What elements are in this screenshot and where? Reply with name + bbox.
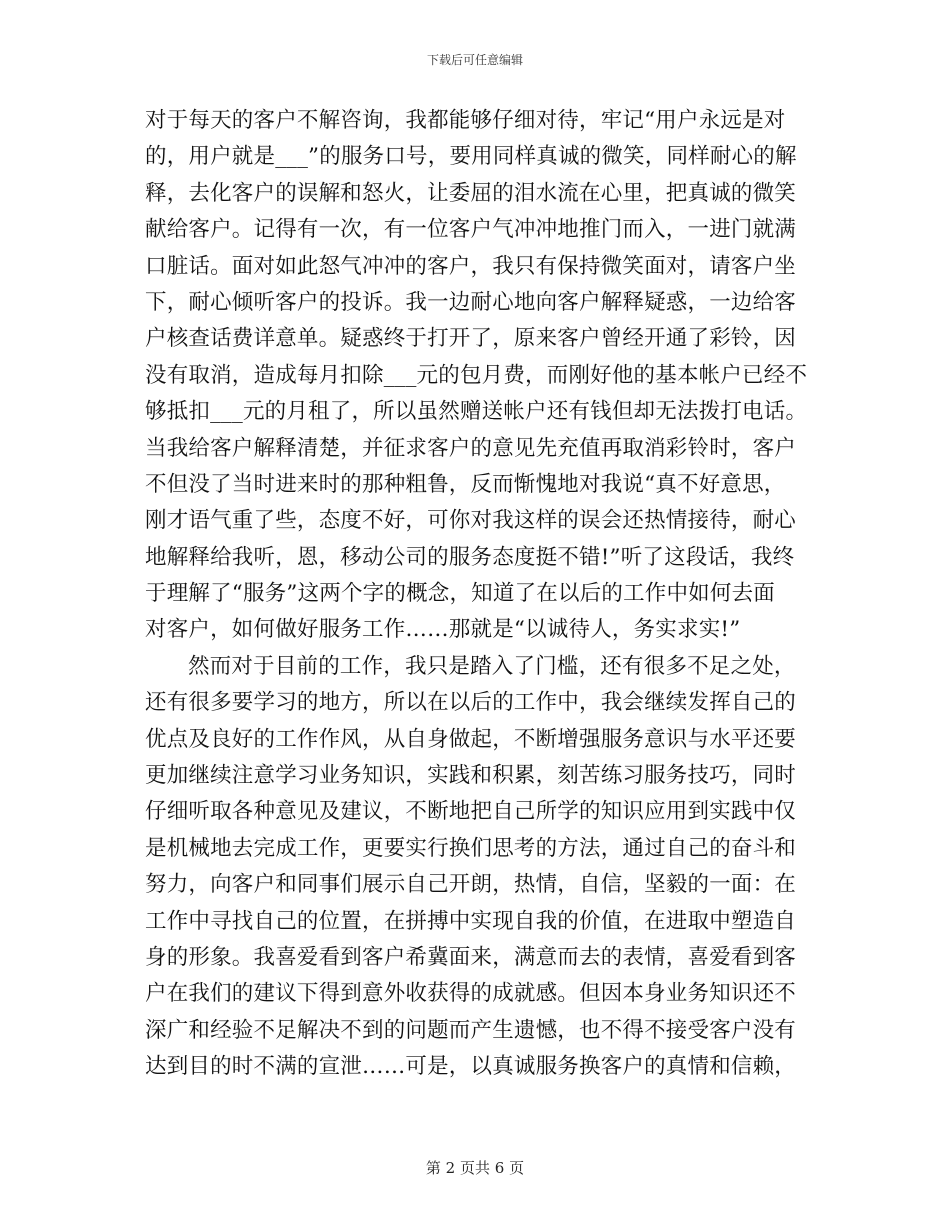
body-line: 工作中寻找自己的位置，在拼搏中实现自我的价值，在进取中塑造自 [145, 908, 797, 934]
body-line: 户核查话费详意单。疑惑终于打开了，原来客户曾经开通了彩铃，因 [145, 326, 797, 352]
paragraph-start-line: 然而对于目前的工作，我只是踏入了门槛，还有很多不足之处， [188, 653, 796, 679]
body-line: 还有很多要学习的地方，所以在以后的工作中，我会继续发挥自己的 [145, 690, 797, 716]
body-line: 没有取消，造成每月扣除___元的包月费，而刚好他的基本帐户已经不 [145, 362, 808, 388]
body-line: 于理解了“服务”这两个字的概念，知道了在以后的工作中如何去面 [145, 581, 775, 607]
body-line: 献给客户。记得有一次，有一位客户气冲冲地推门而入，一进门就满 [145, 217, 797, 243]
body-line: 下，耐心倾听客户的投诉。我一边耐心地向客户解释疑惑，一边给客 [145, 289, 797, 315]
body-line: 身的形象。我喜爱看到客户希冀面来，满意而去的表情，喜爱看到客 [145, 944, 797, 970]
body-line: 够抵扣___元的月租了，所以虽然赠送帐户还有钱但却无法拨打电话。 [145, 399, 808, 425]
body-line: 户在我们的建议下得到意外收获得的成就感。但因本身业务知识还不 [145, 981, 797, 1007]
body-line: 对客户，如何做好服务工作……那就是“以诚待人，务实求实!” [145, 617, 741, 643]
body-line: 是机械地去完成工作，更要实行换们思考的方法，通过自己的奋斗和 [145, 835, 797, 861]
page-number-footer: 第 2 页共 6 页 [425, 1159, 525, 1177]
body-line: 的，用户就是___”的服务口号，要用同样真诚的微笑，同样耐心的解 [145, 144, 797, 170]
document-body [145, 103, 808, 1086]
body-line: 更加继续注意学习业务知识，实践和积累，刻苦练习服务技巧，同时 [145, 763, 797, 789]
body-line: 努力，向客户和同事们展示自己开朗，热情，自信，坚毅的一面：在 [145, 872, 797, 898]
body-line: 对于每天的客户不解咨询，我都能够仔细对待，牢记“用户永远是对 [145, 108, 786, 133]
body-line: 口脏话。面对如此怒气冲冲的客户，我只有保持微笑面对，请客户坐 [145, 253, 797, 279]
body-line: 地解释给我听，恩，移动公司的服务态度挺不错!”听了这段话，我终 [145, 544, 795, 570]
body-line: 达到目的时不满的宣泄……可是，以真诚服务换客户的真情和信赖， [145, 1054, 797, 1080]
body-line: 不但没了当时进来时的那种粗鲁，反而惭愧地对我说“真不好意思， [145, 471, 786, 497]
body-line: 优点及良好的工作作风，从自身做起，不断增强服务意识与水平还要 [145, 726, 797, 752]
body-line: 深广和经验不足解决不到的问题而产生遗憾，也不得不接受客户没有 [145, 1017, 797, 1043]
body-line: 当我给客户解释清楚，并征求客户的意见先充值再取消彩铃时，客户 [145, 435, 797, 461]
body-line: 释，去化客户的误解和怒火，让委屈的泪水流在心里，把真诚的微笑 [145, 180, 797, 206]
body-line: 刚才语气重了些，态度不好，可你对我这样的误会还热情接待，耐心 [145, 508, 797, 534]
body-line: 仔细听取各种意见及建议，不断地把自己所学的知识应用到实践中仅 [145, 799, 797, 825]
page-header: 下载后可任意编辑 [426, 53, 523, 67]
